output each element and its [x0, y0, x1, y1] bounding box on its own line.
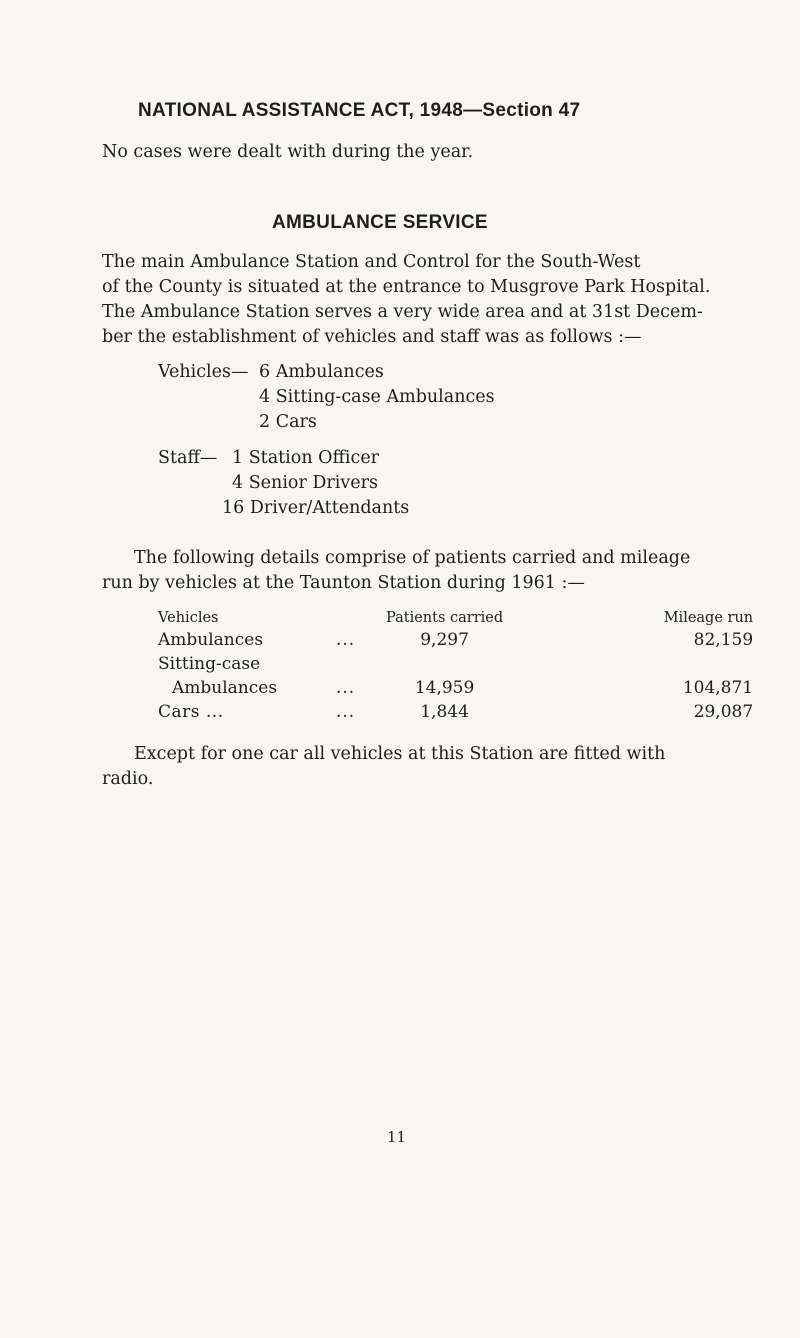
closing-line: radio.: [102, 769, 154, 789]
cell-mileage: 104,871: [682, 678, 754, 698]
cell-mileage: [503, 650, 753, 674]
column-header-patients: Patients carried: [386, 610, 504, 626]
closing-line: Except for one car all vehicles at this Station are fitted with: [134, 744, 666, 764]
cell-vehicle: Ambulances: [158, 630, 264, 650]
vehicles-item: 6 Ambulances: [259, 362, 384, 382]
column-header-mileage: Mileage run: [663, 610, 754, 626]
staff-item: 1 Station Officer: [232, 448, 380, 468]
staff-item: 4 Senior Drivers: [232, 473, 378, 493]
section-heading-ambulance-service: AMBULANCE SERVICE: [272, 212, 488, 233]
closing-paragraph: [102, 742, 734, 792]
cell-dots: ...: [336, 678, 356, 698]
staff-item: 16 Driver/Attendants: [222, 498, 410, 518]
cell-dots: ...: [336, 702, 356, 722]
vehicles-item: 2 Cars: [259, 412, 317, 432]
intro-paragraph: [102, 250, 734, 350]
cell-mileage: 82,159: [693, 630, 754, 650]
national-assistance-text: No cases were dealt with during the year.: [102, 142, 474, 162]
details-line: run by vehicles at the Taunton Station during 1961 :—: [102, 573, 585, 593]
cell-patients: 9,297: [420, 630, 469, 650]
section-heading-national-assistance: NATIONAL ASSISTANCE ACT, 1948—Section 47: [138, 100, 581, 121]
details-line: The following details comprise of patients carried and mileage: [134, 548, 691, 568]
table-row: [158, 626, 753, 650]
cell-patients: 14,959: [414, 678, 475, 698]
intro-line: The Ambulance Station serves a very wide area and at 31st Decem-: [102, 302, 703, 322]
vehicles-label: Vehicles—: [158, 362, 249, 382]
patients-mileage-table: [158, 604, 753, 722]
table-row: [158, 650, 753, 674]
page-number: 11: [387, 1128, 407, 1146]
vehicles-item: 4 Sitting-case Ambulances: [259, 387, 495, 407]
table-row: [158, 698, 753, 722]
cell-dots: [336, 650, 386, 674]
table-header-row: [158, 604, 753, 626]
intro-line: ber the establishment of vehicles and staff was as follows :—: [102, 327, 642, 347]
cell-vehicle: Cars ...: [158, 702, 224, 722]
table-row: [158, 674, 753, 698]
cell-vehicle: Ambulances: [172, 678, 278, 698]
intro-line: The main Ambulance Station and Control for the South-West: [102, 252, 641, 272]
staff-label: Staff—: [158, 448, 218, 468]
intro-line: of the County is situated at the entrance to Musgrove Park Hospital.: [102, 277, 711, 297]
cell-mileage: 29,087: [693, 702, 754, 722]
cell-patients: 1,844: [420, 702, 469, 722]
column-header-vehicles: Vehicles: [158, 610, 219, 626]
details-paragraph: [102, 546, 734, 596]
cell-vehicle: Sitting-case: [158, 654, 261, 674]
cell-dots: ...: [336, 630, 356, 650]
cell-patients: [386, 650, 503, 674]
